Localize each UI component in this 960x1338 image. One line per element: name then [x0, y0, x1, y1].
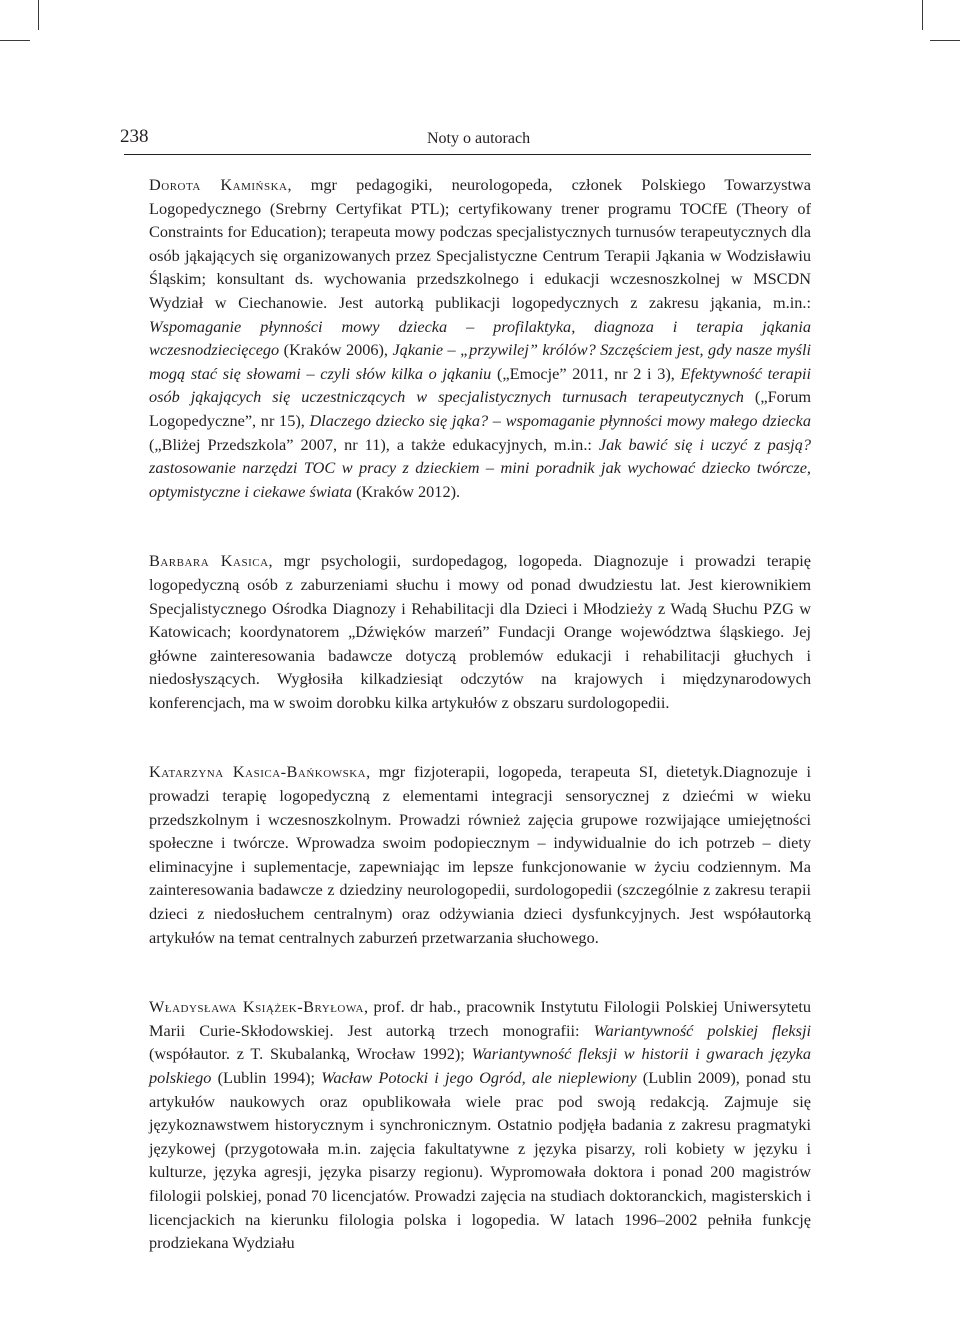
bio-segment: („Bliżej Przedszkola” 2007, nr 11), a także edukacyjnych, m.in.: — [149, 434, 599, 454]
author-name: Dorota Kamińska — [149, 175, 288, 194]
author-name: Barbara Kasica — [149, 551, 269, 571]
page-number: 238 — [120, 126, 149, 147]
crop-mark — [38, 0, 39, 30]
author-bio — [149, 995, 811, 1255]
author-name: Katarzyna Kasica-Bańkowska — [149, 762, 367, 782]
bio-segment: (Kraków 2012). — [352, 481, 461, 501]
bio-text — [149, 175, 811, 501]
italic-title: Jak bawić się i uczyć z pasją? zastosowanie narzędzi TOC w pracy z dzieckiem – mini poradnik jak wychować dziecko twórcze, optymistyczne i ciekawe świata — [149, 434, 811, 501]
bio-text — [149, 551, 811, 712]
italic-title: Efektywność terapii osób jąkających się uczestniczących w specjalistycznych turnusach terapeutycznych — [149, 363, 812, 407]
author-bio — [149, 549, 811, 714]
italic-title: Wacław Potocki i jego Ogród, ale nieplewiony — [321, 1068, 637, 1087]
author-bio — [149, 760, 811, 949]
bio-segment: , mgr fizjoterapii, logopeda, terapeuta SI, dietetyk.Diagnozuje i prowadzi terapię logopedyczną z elementami integracji sensorycznej z dziećmi w wieku przedszkolnym i wczesnoszkolnym. Prowadzi również zajęcia grupowe rozwijające umiejętności społeczne i twórcze. Wprowadza swoim podopiecznym – indywidualnie do ich potrzeb – diety eliminacyjne i suplementacje, zapewniając im lepsze funkcjonowanie w życiu codziennym. Ma zainteresowania badawcze z dziedziny neurologopedii, surdologopedii (szczególnie z zakresu terapii dzieci z niedosłuchem centralnym) oraz odżywiania dzieci dysfunkcyjnych. Jest współautorką artykułów na temat centralnych zaburzeń przetwarzania słuchowego. — [149, 762, 811, 947]
bio-segment: (Kraków 2006), — [279, 340, 393, 360]
page-header — [0, 126, 960, 156]
bio-text — [149, 997, 811, 1252]
bio-segment: (Lublin 1994); — [211, 1068, 322, 1087]
bio-segment: , mgr pedagogiki, neurologopeda, członek Polskiego Towarzystwa Logopedycznego (Srebrny Certyfikat PTL); certyfikowany trener programu TOCfE (Theory of Constraints for Education); terapeuta mowy podczas specjalistycznych turnusów terapeutycznych dla osób jąkających się organizowanych przez Specjalistyczne Centrum Terapii Jąkania w Wodzisławiu Śląskim; konsultant ds. wychowania przedszkolnego i edukacji wczesnoszkolnej w MSCDN Wydział w Ciechanowie. Jest autorką publikacji logopedycznych z zakresu jąkania, m.in.: — [149, 175, 811, 312]
bios-section — [149, 173, 811, 1301]
running-title: Noty o autorach — [427, 130, 531, 147]
author-bio — [149, 173, 811, 503]
author-name: Władysława Książek-Bryłowa — [149, 997, 364, 1017]
italic-title: Dlaczego dziecko się jąka? – wspomaganie płynności mowy małego dziecka — [309, 410, 811, 430]
crop-mark — [0, 40, 30, 41]
bio-text — [149, 762, 811, 946]
bio-segment: (Lublin 2009), ponad stu artykułów naukowych oraz opublikowała wiele prac pod swoją redakcją. Zajmuje się językoznawstwem historycznym i synchronicznym. Ostatnio podjęła badania z zakresu pragmatyki językowej (przygotowała m.in. zajęcia fakultatywne z języka pisarzy, roli kobiety w języku i kulturze, języka agresji, języka pisarzy regionu). Wypromowała doktora i ponad 200 magistrów filologii polskiej, ponad 70 licencjatów. Prowadzi zajęcia na studiach doktoranckich, magisterskich i licencjackich na kierunku filologia polska i logopedia. W latach 1996–2002 pełniła funkcję prodziekana Wydziału — [149, 1068, 811, 1253]
crop-mark — [930, 40, 960, 41]
italic-title: Jąkanie – „przywilej” królów? Szczęściem jest, gdy nasze myśli mogą stać się słowami – czyli słów kilka o jąkaniu — [149, 340, 811, 383]
bio-segment: („Emocje” 2011, nr 2 i 3), — [491, 363, 681, 383]
italic-title: Wspomaganie płynności mowy dziecka – profilaktyka, diagnoza i terapia jąkania wczesnodziecięcego — [149, 316, 811, 360]
italic-title: Wariantywność polskiej fleksji — [593, 1020, 811, 1040]
bio-segment: , prof. dr hab., pracownik Instytutu Filologii Polskiej Uniwersytetu Marii Curie-Skłodowskiej. Jest autorką trzech monografii: — [149, 997, 811, 1040]
crop-mark — [922, 0, 923, 30]
italic-title: Wariantywność fleksji w historii i gwarach języka polskiego — [149, 1044, 811, 1087]
bio-segment: , mgr psychologii, surdopedagog, logopeda. Diagnozuje i prowadzi terapię logopedyczną osób z zaburzeniami słuchu i mowy od ponad dwudziestu lat. Jest kierownikiem Specjalistycznego Ośrodka Diagnozy i Rehabilitacji dla Dzieci i Młodzieży z Wadą Słuchu PZG w Katowicach; koordynatorem „Dźwięków marzeń” Fundacji Orange województwa śląskiego. Jej główne zainteresowania badawcze dotyczą problemów edukacji i rehabilitacji głuchych i niedosłyszących. Wygłosiła kilkadziesiąt odczytów na krajowych i międzynarodowych konferencjach, ma w swoim dorobku kilka artykułów z obszaru surdologopedii. — [149, 551, 811, 712]
header-rule — [124, 154, 811, 155]
bio-segment: („Forum Logopedyczne”, nr 15), — [149, 387, 811, 430]
bio-segment: (współautor. z T. Skubalanką, Wrocław 1992); — [149, 1044, 472, 1064]
